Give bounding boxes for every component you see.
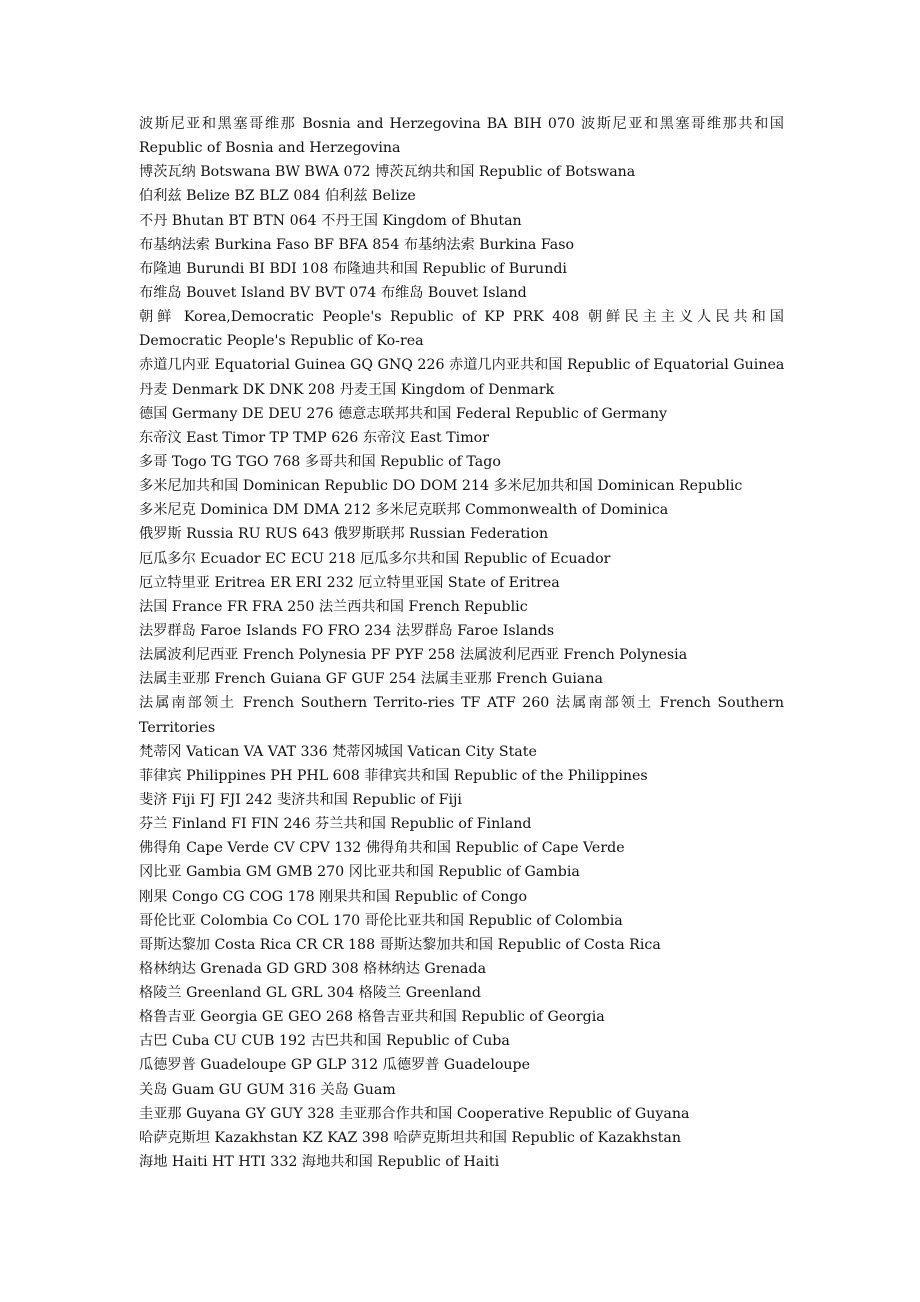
- country-entry-line: 芬兰 Finland FI FIN 246 芬兰共和国 Republic of Finland: [139, 816, 532, 833]
- country-entry-line: 丹麦 Denmark DK DNK 208 丹麦王国 Kingdom of Denmark: [139, 381, 555, 398]
- country-entry-line: 斐济 Fiji FJ FJI 242 斐济共和国 Republic of Fiji: [139, 791, 462, 808]
- country-entry-line: 哥伦比亚 Colombia Co COL 170 哥伦比亚共和国 Republic of Colombia: [139, 912, 623, 929]
- country-entry-line: 法罗群岛 Faroe Islands FO FRO 234 法罗群岛 Faroe Islands: [139, 622, 555, 639]
- country-entry-line: 格陵兰 Greenland GL GRL 304 格陵兰 Greenland: [139, 985, 481, 1002]
- country-entry-line: 佛得角 Cape Verde CV CPV 132 佛得角共和国 Republic of Cape Verde: [139, 840, 625, 857]
- country-entry-line: 海地 Haiti HT HTI 332 海地共和国 Republic of Haiti: [139, 1154, 500, 1171]
- country-entry-line: 厄立特里亚 Eritrea ER ERI 232 厄立特里亚国 State of Eritrea: [139, 574, 560, 591]
- country-entry-line: 布隆迪 Burundi BI BDI 108 布隆迪共和国 Republic of Burundi: [139, 260, 567, 277]
- country-entry-line: Democratic People's Republic of Ko-rea: [139, 333, 424, 350]
- country-entry-line: 多米尼加共和国 Dominican Republic DO DOM 214 多米尼加共和国 Dominican Republic: [139, 478, 743, 495]
- document-page: [139, 112, 784, 1174]
- country-entry-line: 多米尼克 Dominica DM DMA 212 多米尼克联邦 Commonwealth of Dominica: [139, 502, 669, 519]
- country-entry-line: 法国 France FR FRA 250 法兰西共和国 French Republic: [139, 598, 528, 615]
- country-entry-line: 多哥 Togo TG TGO 768 多哥共和国 Republic of Tago: [139, 453, 501, 470]
- country-entry-line: 法属南部领土 French Southern Territo-ries TF ATF 260 法属南部领土 French Southern: [139, 695, 784, 712]
- country-entry-line: 不丹 Bhutan BT BTN 064 不丹王国 Kingdom of Bhutan: [139, 212, 522, 229]
- country-entry-line: 圭亚那 Guyana GY GUY 328 圭亚那合作共和国 Cooperative Republic of Guyana: [139, 1105, 690, 1122]
- country-entry-line: 伯利兹 Belize BZ BLZ 084 伯利兹 Belize: [139, 188, 416, 205]
- country-entry-line: 厄瓜多尔 Ecuador EC ECU 218 厄瓜多尔共和国 Republic of Ecuador: [139, 550, 611, 567]
- country-entry-line: 哈萨克斯坦 Kazakhstan KZ KAZ 398 哈萨克斯坦共和国 Republic of Kazakhstan: [139, 1129, 681, 1146]
- country-entry-line: 赤道几内亚 Equatorial Guinea GQ GNQ 226 赤道几内亚共和国 Republic of Equatorial Guinea: [139, 357, 784, 374]
- country-entry-line: Territories: [139, 719, 216, 736]
- country-entry-line: Republic of Bosnia and Herzegovina: [139, 140, 401, 157]
- country-entry-line: 古巴 Cuba CU CUB 192 古巴共和国 Republic of Cuba: [139, 1033, 510, 1050]
- country-entry-line: 俄罗斯 Russia RU RUS 643 俄罗斯联邦 Russian Federation: [139, 526, 549, 543]
- country-entry-line: 冈比亚 Gambia GM GMB 270 冈比亚共和国 Republic of Gambia: [139, 864, 580, 881]
- country-entry-line: 格林纳达 Grenada GD GRD 308 格林纳达 Grenada: [139, 960, 487, 977]
- country-entry-line: 梵蒂冈 Vatican VA VAT 336 梵蒂冈城国 Vatican City State: [139, 743, 537, 760]
- country-entry-line: 布基纳法索 Burkina Faso BF BFA 854 布基纳法索 Burkina Faso: [139, 236, 575, 253]
- country-entry-line: 波斯尼亚和黑塞哥维那 Bosnia and Herzegovina BA BIH 070 波斯尼亚和黑塞哥维那共和国: [139, 116, 784, 132]
- country-entry-line: 朝鲜 Korea,Democratic People's Republic of KP PRK 408 朝鲜民主主义人民共和国: [139, 309, 784, 326]
- country-entry-line: 法属波利尼西亚 French Polynesia PF PYF 258 法属波利尼西亚 French Polynesia: [139, 647, 688, 664]
- country-entry-line: 格鲁吉亚 Georgia GE GEO 268 格鲁吉亚共和国 Republic of Georgia: [139, 1009, 605, 1026]
- country-entry-line: 刚果 Congo CG COG 178 刚果共和国 Republic of Congo: [139, 888, 527, 905]
- country-entry-line: 瓜德罗普 Guadeloupe GP GLP 312 瓜德罗普 Guadeloupe: [139, 1057, 531, 1074]
- country-entry-line: 菲律宾 Philippines PH PHL 608 菲律宾共和国 Republic of the Philippines: [139, 767, 648, 784]
- country-entry-line: 博茨瓦纳 Botswana BW BWA 072 博茨瓦纳共和国 Republic of Botswana: [139, 164, 636, 181]
- country-entry-line: 关岛 Guam GU GUM 316 关岛 Guam: [139, 1081, 396, 1098]
- country-entry-line: 哥斯达黎加 Costa Rica CR CR 188 哥斯达黎加共和国 Republic of Costa Rica: [139, 936, 661, 953]
- country-entry-line: 东帝汶 East Timor TP TMP 626 东帝汶 East Timor: [139, 429, 489, 446]
- country-entry-line: 德国 Germany DE DEU 276 德意志联邦共和国 Federal Republic of Germany: [139, 405, 668, 422]
- country-entry-line: 布维岛 Bouvet Island BV BVT 074 布维岛 Bouvet Island: [139, 284, 527, 301]
- country-entry-line: 法属圭亚那 French Guiana GF GUF 254 法属圭亚那 French Guiana: [139, 671, 603, 688]
